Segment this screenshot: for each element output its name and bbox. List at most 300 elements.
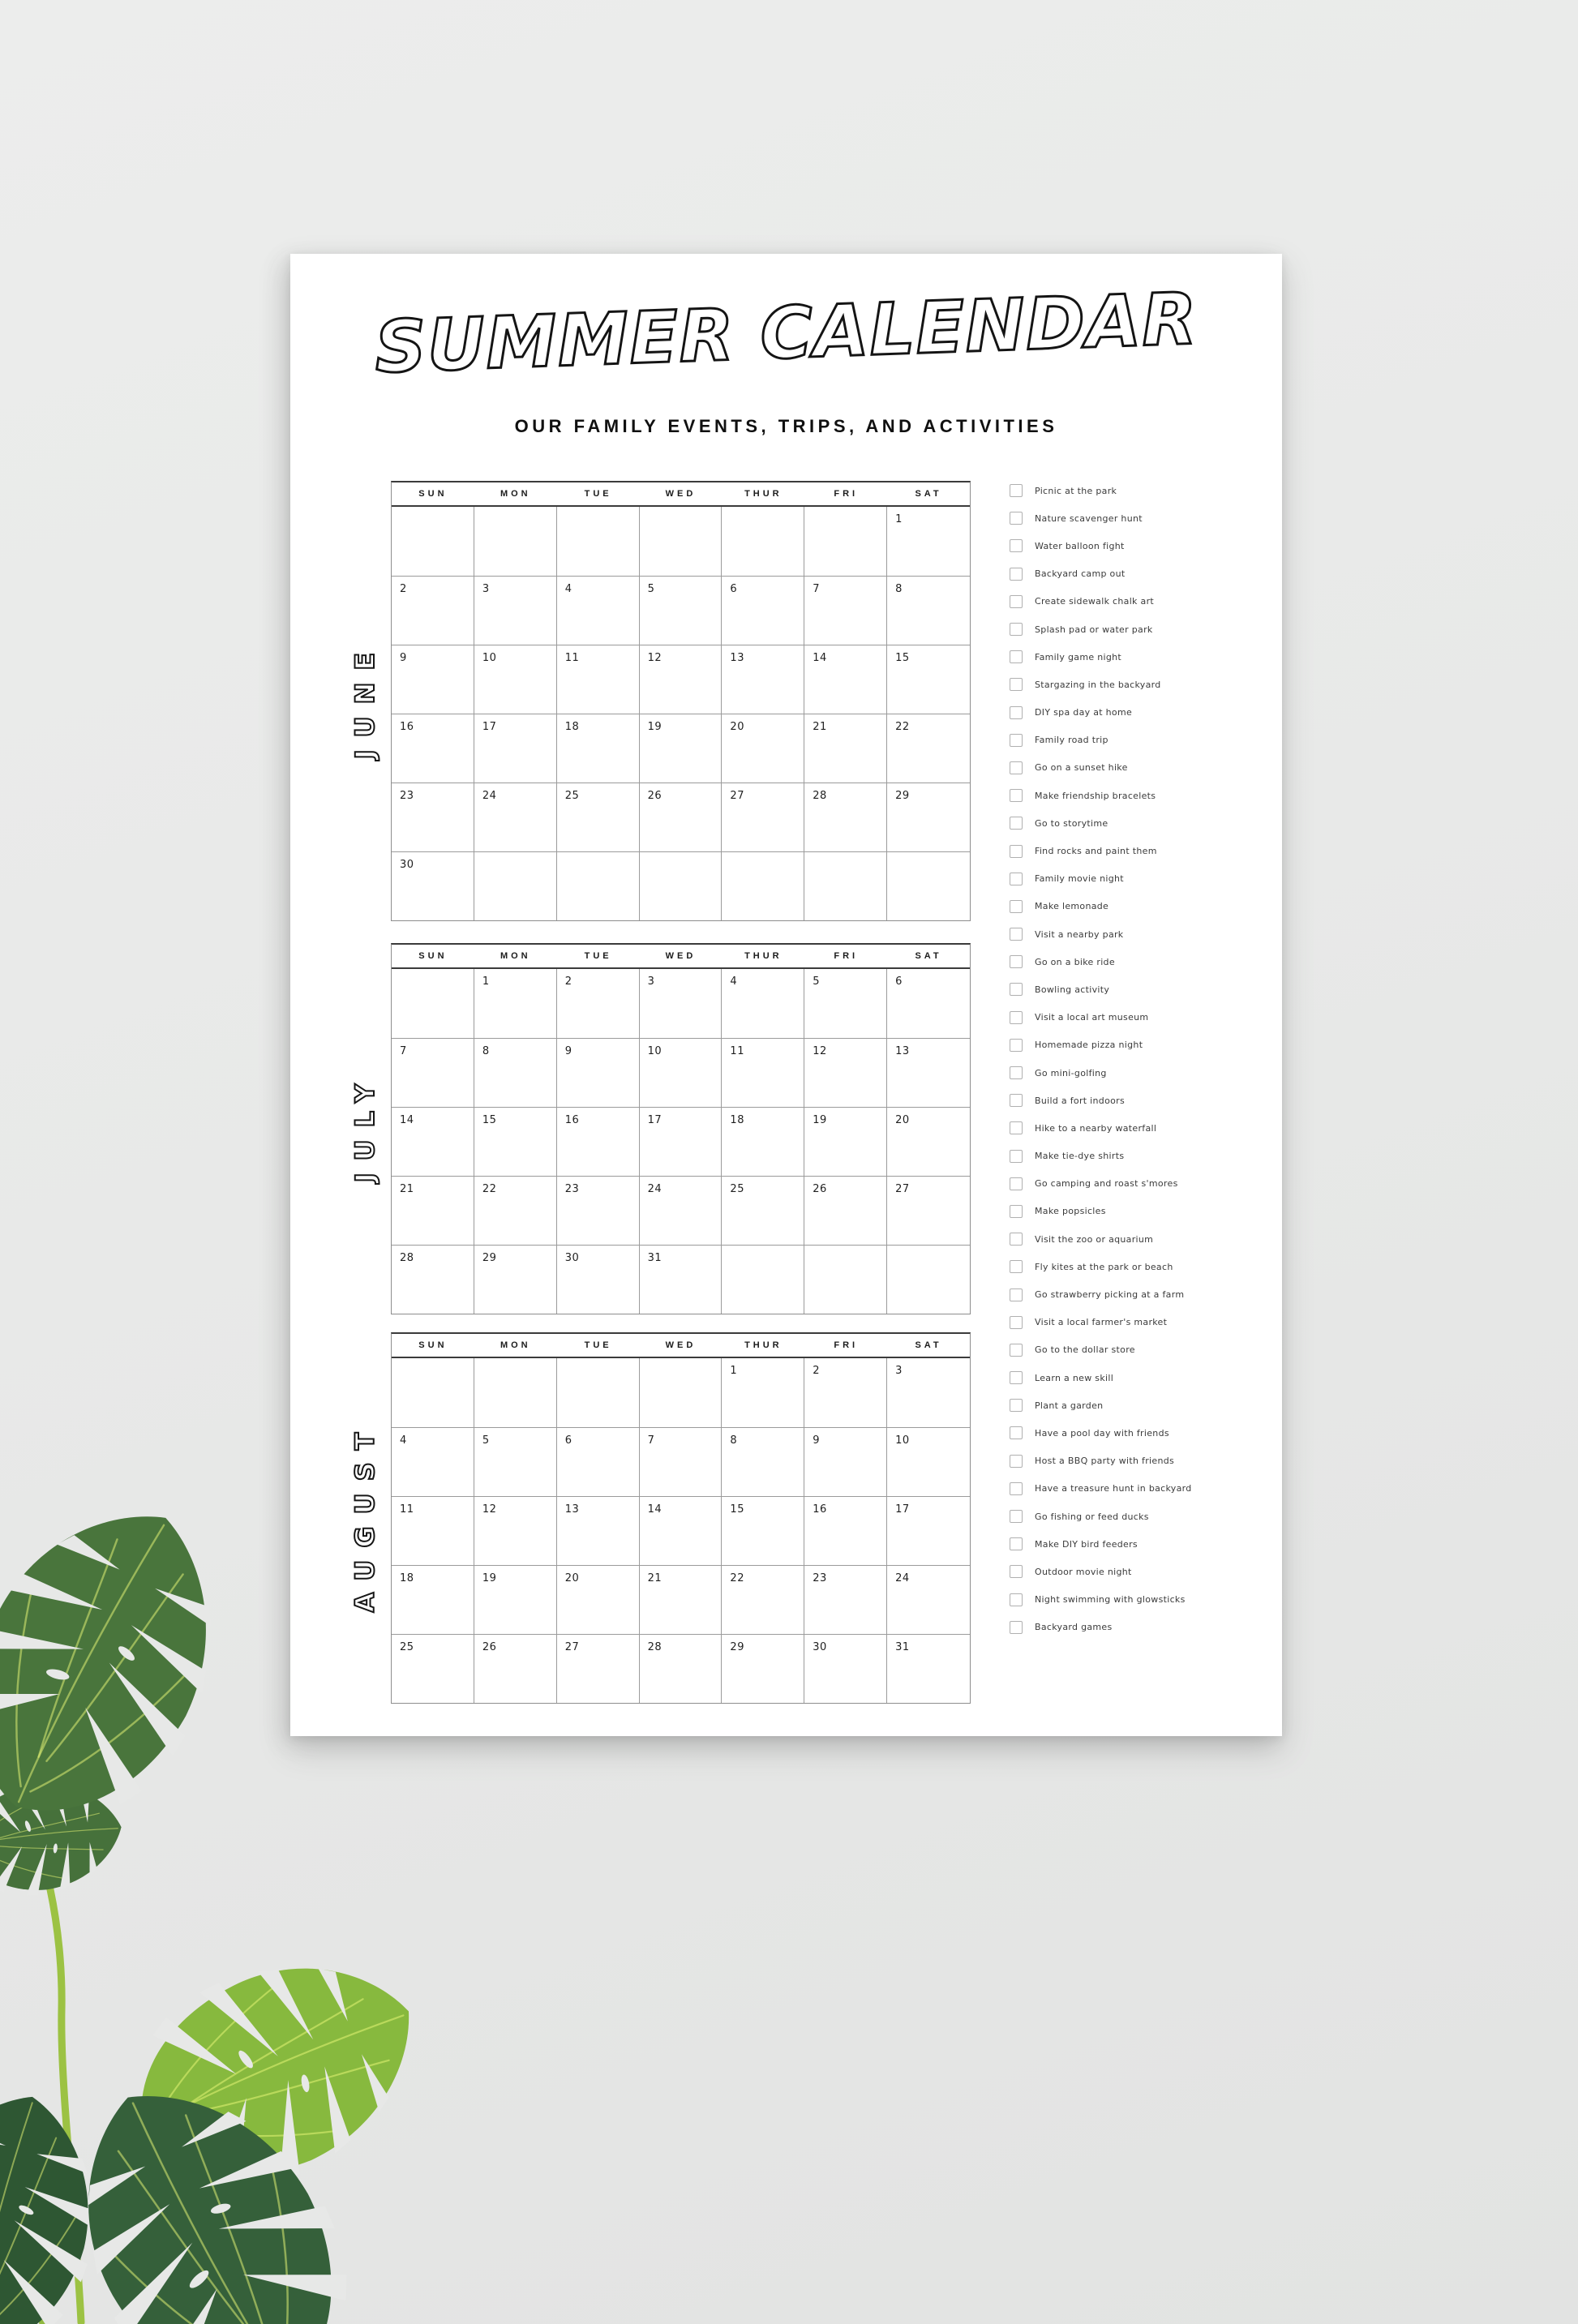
checklist-item <box>1010 1447 1192 1475</box>
weekday-header: TUE <box>584 489 612 499</box>
date-number: 9 <box>813 1434 821 1447</box>
calendar-cell <box>804 1038 887 1107</box>
month-label: JUNE <box>349 640 380 760</box>
date-number: 25 <box>400 1641 414 1653</box>
calendar-cell <box>392 576 474 645</box>
date-number: 13 <box>730 652 744 664</box>
date-number: 9 <box>400 652 407 664</box>
date-number: 5 <box>482 1434 490 1447</box>
date-number: 23 <box>813 1572 827 1584</box>
checklist-item <box>1010 975 1192 1003</box>
checkbox[interactable] <box>1010 1205 1023 1218</box>
calendar-cell <box>640 969 723 1038</box>
checklist-item-label: Go mini-golfing <box>1035 1067 1107 1078</box>
date-number: 7 <box>813 583 821 595</box>
checkbox[interactable] <box>1010 1011 1023 1024</box>
checklist-item-label: Family game night <box>1035 651 1121 662</box>
date-number: 23 <box>564 1183 580 1195</box>
calendar-cell <box>887 1358 970 1427</box>
checklist-item-label: Visit a local art museum <box>1035 1012 1149 1023</box>
calendar-cell <box>640 1496 723 1565</box>
checklist-item <box>1010 1586 1192 1614</box>
calendar-cell <box>392 1496 474 1565</box>
checklist-item <box>1010 865 1192 893</box>
date-number: 13 <box>895 1045 910 1057</box>
calendar-cell <box>392 1565 474 1634</box>
checklist-item-label: Plant a garden <box>1035 1400 1104 1411</box>
date-number: 29 <box>482 1252 497 1264</box>
weekday-header: FRI <box>834 1340 859 1350</box>
date-number: 10 <box>647 1045 663 1057</box>
checklist-item <box>1010 1031 1192 1059</box>
checkbox[interactable] <box>1010 1537 1023 1550</box>
poster-subtitle: OUR FAMILY EVENTS, TRIPS, AND ACTIVITIES <box>514 416 1058 436</box>
checklist-item <box>1010 1614 1192 1641</box>
activity-checklist <box>1010 477 1192 1641</box>
date-number: 29 <box>730 1641 744 1653</box>
calendar-cell <box>887 1245 970 1314</box>
checkbox[interactable] <box>1010 1426 1023 1439</box>
calendar-cell <box>557 714 640 783</box>
date-number: 28 <box>813 790 827 802</box>
date-number: 21 <box>400 1183 414 1195</box>
checkbox[interactable] <box>1010 873 1023 885</box>
weekday-header: SAT <box>915 1340 942 1350</box>
weekday-header-row <box>392 1334 970 1358</box>
calendar-cell <box>887 645 970 714</box>
calendar-cell <box>392 1358 474 1427</box>
calendar-cell <box>887 1176 970 1245</box>
calendar-cell <box>887 969 970 1038</box>
date-number: 19 <box>482 1572 497 1584</box>
checklist-item-label: Make DIY bird feeders <box>1035 1538 1138 1550</box>
calendar-cell <box>887 1427 970 1496</box>
calendar-cell <box>640 783 723 851</box>
calendar-cell <box>474 1245 557 1314</box>
checklist-item <box>1010 1198 1192 1225</box>
checklist-item <box>1010 1419 1192 1447</box>
calendar-grid <box>392 969 970 1314</box>
calendar-cell <box>804 1496 887 1565</box>
checkbox[interactable] <box>1010 1399 1023 1412</box>
checklist-item <box>1010 948 1192 975</box>
checklist-item-label: Go to storytime <box>1035 817 1108 829</box>
checklist-item-label: Go on a bike ride <box>1035 956 1115 967</box>
calendar-cell <box>804 1634 887 1703</box>
calendar-cell <box>722 507 804 576</box>
calendar-cell <box>640 1107 723 1176</box>
calendar-cell <box>392 1245 474 1314</box>
weekday-header: MON <box>500 951 531 961</box>
date-number: 4 <box>564 583 572 595</box>
checklist-item <box>1010 560 1192 588</box>
calendar-cell <box>474 1634 557 1703</box>
checkbox[interactable] <box>1010 955 1023 968</box>
weekday-header: SUN <box>418 951 448 961</box>
checklist-item <box>1010 920 1192 948</box>
calendar-cell <box>722 714 804 783</box>
checklist-item <box>1010 1503 1192 1530</box>
checklist-item <box>1010 1087 1192 1114</box>
date-number: 3 <box>482 583 490 595</box>
date-number: 31 <box>895 1641 910 1653</box>
calendar-cell <box>640 1565 723 1634</box>
checklist-item-label: Bowling activity <box>1035 984 1110 995</box>
calendar-table-july <box>391 943 971 1314</box>
checklist-item-label: Picnic at the park <box>1035 485 1117 496</box>
checklist-item-label: Water balloon fight <box>1035 540 1125 551</box>
checklist-item <box>1010 1530 1192 1558</box>
calendar-cell <box>474 714 557 783</box>
calendar-grid <box>392 507 970 920</box>
calendar-cell <box>640 1427 723 1496</box>
checkbox[interactable] <box>1010 539 1023 552</box>
weekday-header-row <box>392 945 970 969</box>
checkbox[interactable] <box>1010 1593 1023 1606</box>
calendar-cell <box>722 1176 804 1245</box>
calendar-cell <box>392 1107 474 1176</box>
date-number: 10 <box>895 1434 910 1447</box>
checkbox[interactable] <box>1010 1260 1023 1273</box>
date-number: 16 <box>564 1114 580 1126</box>
calendar-cell <box>474 576 557 645</box>
date-number: 11 <box>400 1503 414 1516</box>
checklist-item <box>1010 1059 1192 1087</box>
calendar-cell <box>557 1565 640 1634</box>
checklist-item <box>1010 1309 1192 1336</box>
weekday-header: TUE <box>584 1340 612 1350</box>
date-number: 14 <box>813 652 827 664</box>
checklist-item <box>1010 1143 1192 1170</box>
calendar-cell <box>392 645 474 714</box>
calendar-cell <box>722 576 804 645</box>
checklist-item-label: Visit the zoo or aquarium <box>1035 1233 1154 1245</box>
date-number: 15 <box>895 652 910 664</box>
date-number: 20 <box>564 1572 580 1584</box>
checkbox[interactable] <box>1010 1510 1023 1523</box>
calendar-cell <box>804 645 887 714</box>
checklist-item <box>1010 809 1192 837</box>
weekday-header: WED <box>665 1340 697 1350</box>
calendar-cell <box>887 714 970 783</box>
calendar-cell <box>474 1565 557 1634</box>
calendar-cell <box>557 1634 640 1703</box>
checklist-item <box>1010 1475 1192 1503</box>
checklist-item <box>1010 699 1192 727</box>
calendar-cell <box>557 645 640 714</box>
date-number: 24 <box>647 1183 663 1195</box>
checklist-item-label: Find rocks and paint them <box>1035 846 1157 857</box>
checklist-item <box>1010 837 1192 864</box>
weekday-header: FRI <box>834 951 859 961</box>
checklist-item <box>1010 1336 1192 1364</box>
checkbox[interactable] <box>1010 1121 1023 1134</box>
checklist-item <box>1010 1280 1192 1308</box>
checkbox[interactable] <box>1010 623 1023 636</box>
date-number: 6 <box>895 975 903 988</box>
date-number: 16 <box>813 1503 827 1516</box>
calendar-cell <box>474 645 557 714</box>
calendar-cell <box>474 783 557 851</box>
calendar-cell <box>474 1176 557 1245</box>
weekday-header: FRI <box>834 489 859 499</box>
checklist-item <box>1010 615 1192 643</box>
date-number: 22 <box>895 721 910 733</box>
date-number: 8 <box>482 1045 490 1057</box>
calendar-cell <box>474 1358 557 1427</box>
date-number: 7 <box>400 1045 407 1057</box>
weekday-header: WED <box>665 489 697 499</box>
date-number: 1 <box>895 513 903 525</box>
checkbox[interactable] <box>1010 1344 1023 1357</box>
calendar-cell <box>557 507 640 576</box>
date-number: 2 <box>564 975 572 988</box>
checkbox[interactable] <box>1010 568 1023 581</box>
calendar-cell <box>722 783 804 851</box>
checkbox[interactable] <box>1010 928 1023 941</box>
calendar-cell <box>557 851 640 920</box>
date-number: 21 <box>813 721 827 733</box>
weekday-header: SUN <box>418 489 448 499</box>
checklist-item <box>1010 1364 1192 1391</box>
calendar-cell <box>392 969 474 1038</box>
calendar-cell <box>722 1038 804 1107</box>
calendar-cell <box>557 1038 640 1107</box>
checkbox[interactable] <box>1010 1316 1023 1329</box>
checklist-item <box>1010 1170 1192 1198</box>
calendar-cell <box>887 576 970 645</box>
date-number: 28 <box>400 1252 414 1264</box>
weekday-header: SAT <box>915 951 942 961</box>
date-number: 4 <box>730 975 738 988</box>
checkbox[interactable] <box>1010 678 1023 691</box>
checkbox[interactable] <box>1010 1233 1023 1246</box>
checklist-item-label: Visit a local farmer's market <box>1035 1317 1168 1328</box>
date-number: 26 <box>813 1183 827 1195</box>
checklist-item-label: Family road trip <box>1035 735 1108 746</box>
calendar-cell <box>474 1427 557 1496</box>
calendar-cell <box>557 783 640 851</box>
date-number: 16 <box>400 721 414 733</box>
checkbox[interactable] <box>1010 845 1023 858</box>
calendar-cell <box>640 645 723 714</box>
date-number: 23 <box>400 790 414 802</box>
calendar-cell <box>722 969 804 1038</box>
date-number: 7 <box>647 1434 655 1447</box>
calendar-cell <box>804 576 887 645</box>
date-number: 10 <box>482 652 497 664</box>
checklist-item-label: Go on a sunset hike <box>1035 762 1128 774</box>
calendar-cell <box>392 1634 474 1703</box>
checklist-item <box>1010 588 1192 615</box>
checkbox[interactable] <box>1010 1455 1023 1468</box>
checkbox[interactable] <box>1010 817 1023 830</box>
weekday-header: SUN <box>418 1340 448 1350</box>
checkbox[interactable] <box>1010 1150 1023 1163</box>
checklist-item <box>1010 1114 1192 1142</box>
checkbox[interactable] <box>1010 1066 1023 1079</box>
date-number: 17 <box>647 1114 663 1126</box>
calendar-cell <box>557 1107 640 1176</box>
date-number: 12 <box>482 1503 497 1516</box>
date-number: 3 <box>647 975 655 988</box>
date-number: 27 <box>564 1641 580 1653</box>
calendar-grid <box>392 1358 970 1703</box>
checkbox[interactable] <box>1010 789 1023 802</box>
checklist-item-label: Visit a nearby park <box>1035 928 1124 940</box>
checklist-item <box>1010 727 1192 754</box>
checklist-item <box>1010 1253 1192 1280</box>
date-number: 20 <box>895 1114 910 1126</box>
calendar-cell <box>557 1358 640 1427</box>
month-label: JULY <box>349 1071 380 1183</box>
date-number: 25 <box>564 790 580 802</box>
calendar-cell <box>640 1038 723 1107</box>
calendar-cell <box>392 1038 474 1107</box>
date-number: 31 <box>647 1252 663 1264</box>
calendar-cell <box>474 1038 557 1107</box>
checkbox[interactable] <box>1010 983 1023 996</box>
calendar-cell <box>640 1634 723 1703</box>
checklist-item-label: Go camping and roast s'mores <box>1035 1178 1178 1190</box>
calendar-cell <box>474 1107 557 1176</box>
calendar-cell <box>887 1107 970 1176</box>
weekday-header: MON <box>500 489 531 499</box>
checklist-item-label: Learn a new skill <box>1035 1372 1114 1383</box>
calendar-cell <box>392 507 474 576</box>
calendar-cell <box>392 851 474 920</box>
date-number: 15 <box>730 1503 744 1516</box>
weekday-header: THUR <box>744 951 783 961</box>
weekday-header-row <box>392 482 970 507</box>
checklist-item <box>1010 643 1192 671</box>
checkbox[interactable] <box>1010 761 1023 774</box>
date-number: 6 <box>730 583 738 595</box>
date-number: 21 <box>647 1572 663 1584</box>
date-number: 22 <box>482 1183 497 1195</box>
calendar-cell <box>722 645 804 714</box>
checklist-item <box>1010 1225 1192 1253</box>
calendar-cell <box>804 1176 887 1245</box>
checklist-item <box>1010 754 1192 782</box>
checkbox[interactable] <box>1010 1621 1023 1634</box>
calendar-cell <box>804 1245 887 1314</box>
calendar-cell <box>474 507 557 576</box>
checkbox[interactable] <box>1010 1565 1023 1578</box>
checklist-item-label: Go to the dollar store <box>1035 1344 1135 1356</box>
weekday-header: SAT <box>915 489 942 499</box>
calendar-cell <box>640 1176 723 1245</box>
calendar-cell <box>722 1245 804 1314</box>
date-number: 18 <box>400 1572 414 1584</box>
date-number: 2 <box>400 583 407 595</box>
calendar-cell <box>557 1496 640 1565</box>
calendar-cell <box>887 851 970 920</box>
date-number: 28 <box>647 1641 663 1653</box>
checkbox[interactable] <box>1010 484 1023 497</box>
calendar-cell <box>804 1107 887 1176</box>
calendar-cell <box>557 1245 640 1314</box>
checklist-item-label: Make popsicles <box>1035 1206 1106 1217</box>
calendar-cell <box>557 576 640 645</box>
calendar-cell <box>804 1358 887 1427</box>
date-number: 4 <box>400 1434 407 1447</box>
calendar-cell <box>887 783 970 851</box>
checklist-item-label: Night swimming with glowsticks <box>1035 1594 1186 1606</box>
calendar-cell <box>722 1358 804 1427</box>
calendar-cell <box>887 507 970 576</box>
date-number: 27 <box>730 790 744 802</box>
checkbox[interactable] <box>1010 595 1023 608</box>
calendar-cell <box>640 851 723 920</box>
date-number: 14 <box>400 1114 414 1126</box>
date-number: 17 <box>895 1503 910 1516</box>
checklist-item-label: Homemade pizza night <box>1035 1040 1143 1051</box>
checkbox[interactable] <box>1010 1094 1023 1107</box>
checkbox[interactable] <box>1010 1371 1023 1384</box>
checkbox[interactable] <box>1010 900 1023 913</box>
date-number: 5 <box>647 583 655 595</box>
month-label: AUGUST <box>349 1420 380 1613</box>
calendar-cell <box>474 851 557 920</box>
checkbox[interactable] <box>1010 1482 1023 1495</box>
date-number: 24 <box>482 790 497 802</box>
calendar-cell <box>722 1496 804 1565</box>
date-number: 27 <box>895 1183 910 1195</box>
date-number: 24 <box>895 1572 910 1584</box>
checkbox[interactable] <box>1010 1288 1023 1301</box>
date-number: 3 <box>895 1365 903 1377</box>
calendar-cell <box>722 1565 804 1634</box>
checklist-item <box>1010 1558 1192 1585</box>
checklist-item <box>1010 1004 1192 1031</box>
checklist-item <box>1010 1391 1192 1419</box>
calendar-cell <box>722 851 804 920</box>
checklist-item-label: Nature scavenger hunt <box>1035 512 1143 524</box>
date-number: 26 <box>482 1641 497 1653</box>
checkbox[interactable] <box>1010 1039 1023 1052</box>
date-number: 20 <box>730 721 744 733</box>
checklist-item-label: Build a fort indoors <box>1035 1095 1126 1106</box>
date-number: 18 <box>730 1114 744 1126</box>
weekday-header: THUR <box>744 489 783 499</box>
calendar-cell <box>804 507 887 576</box>
checklist-item-label: Host a BBQ party with friends <box>1035 1456 1175 1467</box>
date-number: 19 <box>647 721 663 733</box>
calendar-cell <box>392 783 474 851</box>
checklist-item <box>1010 893 1192 920</box>
calendar-cell <box>640 576 723 645</box>
checkbox[interactable] <box>1010 650 1023 663</box>
calendar-cell <box>474 1496 557 1565</box>
date-number: 25 <box>730 1183 744 1195</box>
checklist-item-label: Hike to a nearby waterfall <box>1035 1122 1157 1134</box>
calendar-cell <box>557 1427 640 1496</box>
calendar-cell <box>640 507 723 576</box>
date-number: 1 <box>482 975 490 988</box>
checklist-item-label: Go strawberry picking at a farm <box>1035 1289 1185 1301</box>
checklist-item <box>1010 477 1192 504</box>
checkbox[interactable] <box>1010 1177 1023 1190</box>
checkbox[interactable] <box>1010 734 1023 747</box>
date-number: 29 <box>895 790 910 802</box>
checklist-item-label: Family movie night <box>1035 873 1124 885</box>
calendar-cell <box>887 1038 970 1107</box>
checkbox[interactable] <box>1010 512 1023 525</box>
calendar-cell <box>557 969 640 1038</box>
checklist-item-label: Make friendship bracelets <box>1035 790 1156 801</box>
checkbox[interactable] <box>1010 706 1023 719</box>
